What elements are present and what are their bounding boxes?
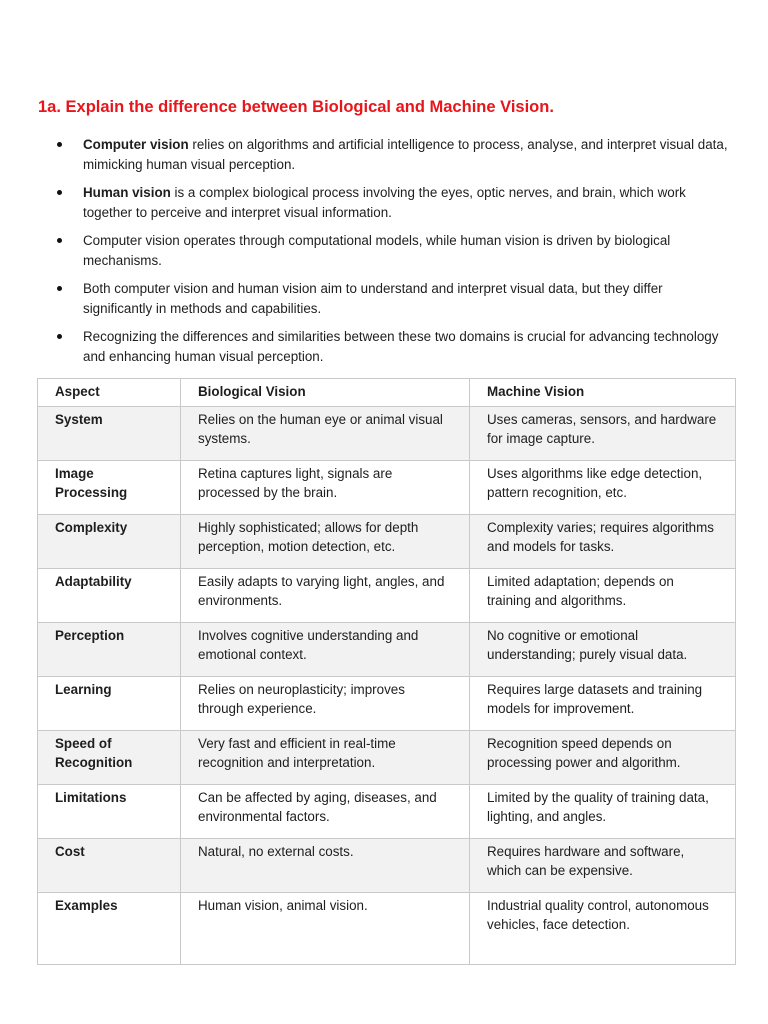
- table-row: [38, 730, 736, 784]
- comparison-table-wrapper: [37, 378, 735, 965]
- header-biological-vision: Biological Vision: [181, 379, 470, 407]
- biological-cell: Easily adapts to varying light, angles, and environments.: [181, 568, 470, 622]
- table-row: [38, 838, 736, 892]
- table-row: [38, 622, 736, 676]
- biological-cell: Natural, no external costs.: [181, 838, 470, 892]
- bullet-text: relies on algorithms and artificial intelligence to process, analyse, and interpret visual data, mimicking human visual perception.: [83, 137, 728, 172]
- bullet-term: Human vision: [83, 185, 171, 200]
- bullet-text: Recognizing the differences and similarities between these two domains is crucial for advancing technology and enhancing human visual perception.: [83, 329, 719, 364]
- aspect-cell: Learning: [38, 676, 181, 730]
- bullet-item: [56, 183, 728, 223]
- bullet-text: Computer vision operates through computational models, while human vision is driven by biological mechanisms.: [83, 233, 671, 268]
- machine-cell: Complexity varies; requires algorithms and models for tasks.: [470, 514, 736, 568]
- bullet-icon: [57, 238, 62, 243]
- bullet-item: [56, 135, 728, 175]
- table-row: [38, 784, 736, 838]
- aspect-cell: System: [38, 406, 181, 460]
- biological-cell: Retina captures light, signals are processed by the brain.: [181, 460, 470, 514]
- bullet-item: [56, 231, 728, 271]
- bullet-icon: [57, 286, 62, 291]
- machine-cell: Recognition speed depends on processing power and algorithm.: [470, 730, 736, 784]
- header-aspect: Aspect: [38, 379, 181, 407]
- aspect-cell: Complexity: [38, 514, 181, 568]
- machine-cell: Uses algorithms like edge detection, pattern recognition, etc.: [470, 460, 736, 514]
- table-row: [38, 568, 736, 622]
- biological-cell: Human vision, animal vision.: [181, 892, 470, 964]
- biological-cell: Very fast and efficient in real-time recognition and interpretation.: [181, 730, 470, 784]
- biological-cell: Highly sophisticated; allows for depth perception, motion detection, etc.: [181, 514, 470, 568]
- machine-cell: Requires large datasets and training models for improvement.: [470, 676, 736, 730]
- table-row: [38, 514, 736, 568]
- table-row: [38, 406, 736, 460]
- bullet-text: Both computer vision and human vision aim to understand and interpret visual data, but they differ significantly in methods and capabilities.: [83, 281, 663, 316]
- aspect-cell: Examples: [38, 892, 181, 964]
- table-row: [38, 892, 736, 964]
- biological-cell: Can be affected by aging, diseases, and environmental factors.: [181, 784, 470, 838]
- bullet-item: [56, 327, 728, 367]
- machine-cell: Requires hardware and software, which can be expensive.: [470, 838, 736, 892]
- bullet-icon: [57, 142, 62, 147]
- machine-cell: Industrial quality control, autonomous vehicles, face detection.: [470, 892, 736, 964]
- machine-cell: No cognitive or emotional understanding; purely visual data.: [470, 622, 736, 676]
- question-heading: 1a. Explain the difference between Biological and Machine Vision.: [38, 98, 554, 116]
- comparison-table: [37, 378, 736, 965]
- biological-cell: Involves cognitive understanding and emotional context.: [181, 622, 470, 676]
- bullet-term: Computer vision: [83, 137, 189, 152]
- header-machine-vision: Machine Vision: [470, 379, 736, 407]
- aspect-cell: Limitations: [38, 784, 181, 838]
- table-row: [38, 460, 736, 514]
- machine-cell: Limited by the quality of training data, lighting, and angles.: [470, 784, 736, 838]
- aspect-cell: Cost: [38, 838, 181, 892]
- machine-cell: Limited adaptation; depends on training and algorithms.: [470, 568, 736, 622]
- machine-cell: Uses cameras, sensors, and hardware for image capture.: [470, 406, 736, 460]
- bullet-icon: [57, 190, 62, 195]
- bullet-list: [56, 135, 728, 375]
- biological-cell: Relies on neuroplasticity; improves through experience.: [181, 676, 470, 730]
- table-row: [38, 676, 736, 730]
- aspect-cell: Perception: [38, 622, 181, 676]
- bullet-item: [56, 279, 728, 319]
- aspect-cell: Image Processing: [38, 460, 181, 514]
- aspect-cell: Speed of Recognition: [38, 730, 181, 784]
- aspect-cell: Adaptability: [38, 568, 181, 622]
- biological-cell: Relies on the human eye or animal visual systems.: [181, 406, 470, 460]
- bullet-icon: [57, 334, 62, 339]
- table-header-row: [38, 379, 736, 407]
- bullet-text: is a complex biological process involving the eyes, optic nerves, and brain, which work together to perceive and interpret visual information.: [83, 185, 686, 220]
